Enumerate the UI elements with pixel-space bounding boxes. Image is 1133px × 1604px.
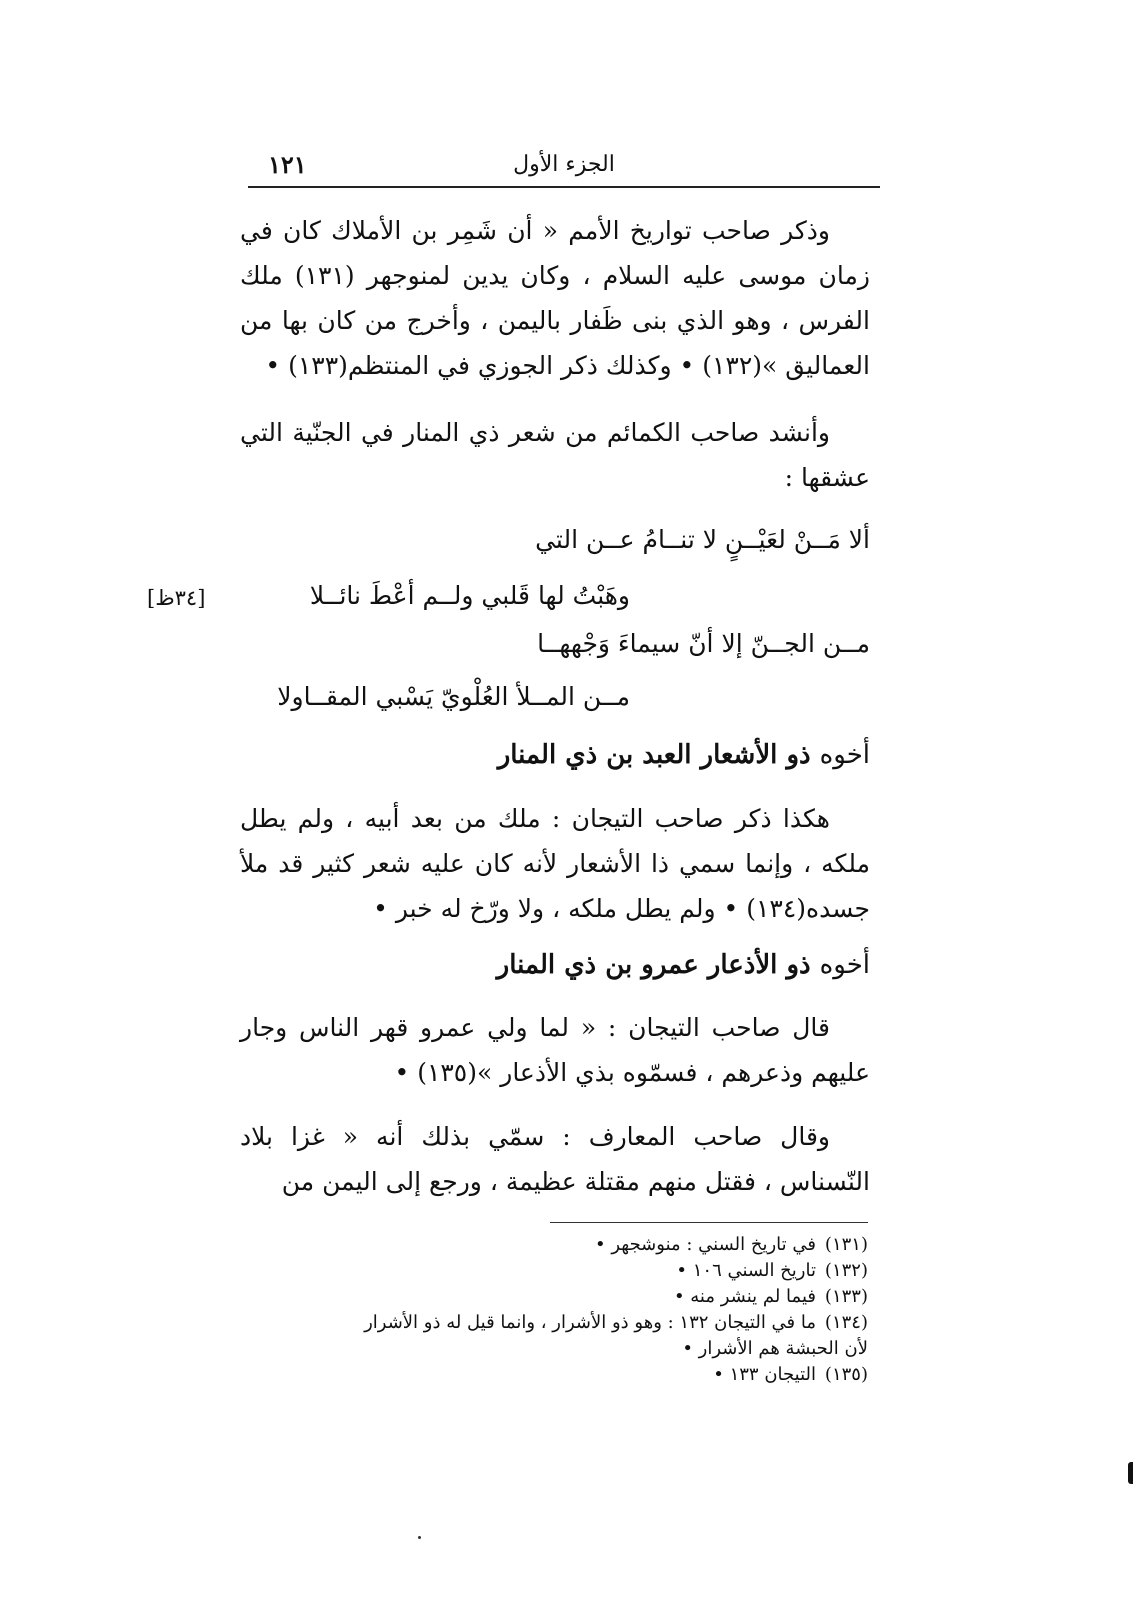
paragraph-maarif: وقال صاحب المعارف : سمّي بذلك أنه « غزا بلاد النّسناس ، فقتل منهم مقتلة عظيمة ، ورجع إلى اليمن من <box>240 1122 870 1196</box>
paragraph-kamaim: وأنشد صاحب الكمائم من شعر ذي المنار في الجنّية التي عشقها : <box>240 418 870 492</box>
footnote-134: (١٣٤)ما في التيجان ١٣٢ : وهو ذو الأشرار ، وانما قيل له ذو الأشرار <box>364 1312 868 1333</box>
running-header <box>248 150 880 188</box>
heading-name: ذو الأذعار عمرو بن ذي المنار <box>496 950 811 980</box>
footnote-131: (١٣١)في تاريخ السني : منوشجهر • <box>595 1234 868 1255</box>
footnote-divider <box>550 1222 868 1223</box>
page-edge-mark <box>1128 1462 1133 1484</box>
footnote-135: (١٣٥)التيجان ١٣٣ • <box>713 1364 868 1385</box>
verse-line-2: وهَبْتُ لها قَلبي ولــم أعْطَ نائــلا <box>309 581 630 610</box>
folio-marker: [٣٤ظ] <box>147 586 206 610</box>
verse-line-4: مــن المــلأ العُلْويّ يَسْبي المقــاولا <box>277 682 630 711</box>
footnote-132: (١٣٢)تاريخ السني ١٠٦ • <box>676 1260 868 1281</box>
footnote-133: (١٣٣)فيما لم ينشر منه • <box>673 1286 868 1307</box>
heading-prefix: أخوه <box>819 950 870 980</box>
section-heading-dhu-al-adhar <box>497 950 870 980</box>
footnote-134-continuation: لأن الحبشة هم الأشرار • <box>682 1338 868 1359</box>
verse-line-1: ألا مَــنْ لعَيْــنٍ لا تنــامُ عــن التي <box>535 525 870 554</box>
heading-prefix: أخوه <box>819 740 870 770</box>
paragraph-tijan-2: قال صاحب التيجان : « لما ولي عمرو قهر الناس وجار عليهم وذعرهم ، فسمّوه بذي الأذعار »(١٣٥) • <box>240 1013 870 1087</box>
ink-speck <box>418 1536 421 1539</box>
part-title: الجزء الأول <box>513 152 615 177</box>
section-heading-dhu-al-ashar <box>498 740 870 770</box>
verse-line-3: مــن الجــنّ إلا أنّ سيماءَ وَجْههــا <box>537 629 870 658</box>
paragraph-tijan-1: هكذا ذكر صاحب التيجان : ملك من بعد أبيه ، ولم يطل ملكه ، وإنما سمي ذا الأشعار لأنه كان عليه شعر كثير قد ملأ جسده(١٣٤) • ولم يطل ملكه ، ولا ورّخ له خبر • <box>240 804 870 923</box>
heading-name: ذو الأشعار العبد بن ذي المنار <box>497 740 811 770</box>
footnotes <box>232 1232 868 1388</box>
page-number: ١٢١ <box>268 150 307 179</box>
paragraph-shamir: وذكر صاحب تواريخ الأمم « أن شَمِر بن الأملاك كان في زمان موسى عليه السلام ، وكان يدين لمنوجهر (١٣١) ملك الفرس ، وهو الذي بنى ظَفار باليمن ، وأخرج من كان بها من العماليق »(١٣٢) • وكذلك ذكر الجوزي في المنتظم(١٣٣) • <box>240 216 871 380</box>
